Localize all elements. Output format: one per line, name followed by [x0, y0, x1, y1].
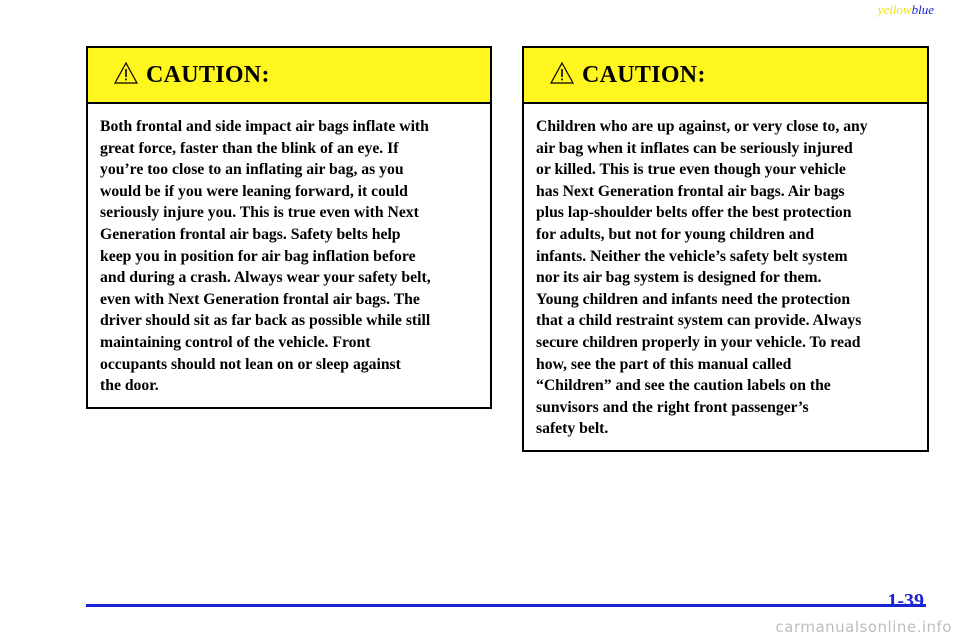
caution-line: would be if you were leaning forward, it could — [100, 182, 408, 200]
caution-line: “Children” and see the caution labels on the — [536, 377, 831, 395]
caution-box-air-bag-force — [86, 46, 492, 409]
caution-line: keep you in position for air bag inflation before — [100, 247, 416, 265]
caution-box-children — [522, 46, 929, 452]
footer-divider — [86, 604, 926, 607]
caution-line: air bag when it inflates can be seriously injured — [536, 139, 853, 157]
color-tag-yellow: yellow — [877, 2, 912, 17]
caution-line: driver should sit as far back as possible while still — [100, 312, 431, 330]
caution-line: nor its air bag system is designed for them. — [536, 269, 822, 287]
caution-line: and during a crash. Always wear your safety belt, — [100, 269, 431, 287]
caution-line: Generation frontal air bags. Safety belts help — [100, 225, 401, 243]
caution-line: Young children and infants need the protection — [536, 290, 851, 308]
caution-line: the door. — [100, 377, 159, 395]
caution-line: has Next Generation frontal air bags. Air bags — [536, 182, 845, 200]
caution-line: infants. Neither the vehicle’s safety belt system — [536, 247, 848, 265]
caution-title: CAUTION: — [582, 61, 706, 88]
caution-line: for adults, but not for young children and — [536, 225, 815, 243]
caution-line: Children who are up against, or very close to, any — [536, 118, 868, 135]
caution-line: or killed. This is true even though your vehicle — [536, 161, 846, 179]
caution-body — [88, 104, 490, 397]
caution-line: Both frontal and side impact air bags inflate with — [100, 118, 429, 135]
watermark: carmanualsonline.info — [775, 618, 952, 636]
caution-line: plus lap-shoulder belts offer the best protection — [536, 204, 852, 222]
caution-title: CAUTION: — [146, 61, 270, 88]
caution-line: safety belt. — [536, 420, 609, 438]
warning-triangle-icon — [550, 62, 574, 84]
caution-line: maintaining control of the vehicle. Front — [100, 333, 371, 351]
caution-body — [524, 104, 927, 440]
caution-line: occupants should not lean on or sleep against — [100, 355, 401, 373]
caution-header — [524, 48, 927, 104]
page-number: 1-39 — [887, 590, 924, 612]
color-tag-blue: blue — [911, 2, 934, 17]
warning-triangle-icon — [114, 62, 138, 84]
caution-line: you’re too close to an inflating air bag, as you — [100, 161, 404, 179]
caution-line: how, see the part of this manual called — [536, 355, 792, 373]
color-tag — [878, 2, 934, 18]
caution-line: secure children properly in your vehicle. To read — [536, 333, 861, 351]
caution-line: great force, faster than the blink of an eye. If — [100, 139, 399, 157]
caution-line: seriously injure you. This is true even with Next — [100, 204, 419, 222]
caution-header — [88, 48, 490, 104]
caution-line: even with Next Generation frontal air bags. The — [100, 290, 420, 308]
caution-line: that a child restraint system can provide. Always — [536, 312, 862, 330]
caution-line: sunvisors and the right front passenger’s — [536, 398, 809, 416]
